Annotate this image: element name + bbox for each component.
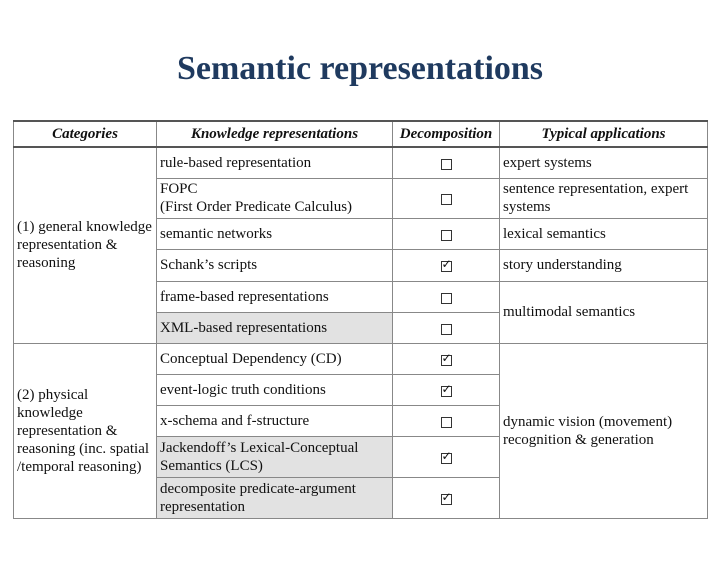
decomposition-cell <box>393 436 500 477</box>
knowledge-cell: event-logic truth conditions <box>157 374 393 405</box>
knowledge-cell <box>157 178 393 218</box>
decomposition-cell <box>393 218 500 249</box>
decomposition-cell <box>393 281 500 312</box>
knowledge-cell: Jackendoff’s Lexical-Conceptual Semantics (LCS) <box>157 436 393 477</box>
table-row <box>14 343 708 374</box>
header-knowledge-representations: Knowledge representations <box>157 121 393 147</box>
table-header-row <box>14 121 708 147</box>
header-typical-applications: Typical applications <box>500 121 708 147</box>
representations-table <box>13 120 708 519</box>
application-cell: expert systems <box>500 147 708 178</box>
checkbox-checked <box>441 489 452 505</box>
checkbox-unchecked <box>441 159 452 170</box>
check-icon: ✓ <box>441 448 452 463</box>
check-icon: ✓ <box>441 381 452 396</box>
header-decomposition: Decomposition <box>393 121 500 147</box>
checkbox-unchecked <box>441 194 452 205</box>
decomposition-cell <box>393 147 500 178</box>
checkbox-unchecked <box>441 230 452 241</box>
knowledge-cell: XML-based representations <box>157 312 393 343</box>
decomposition-cell <box>393 343 500 374</box>
knowledge-cell: frame-based representations <box>157 281 393 312</box>
table-row <box>14 147 708 178</box>
application-cell: lexical semantics <box>500 218 708 249</box>
category-general: (1) general knowledge representation & reasoning <box>14 147 157 343</box>
decomposition-cell <box>393 249 500 281</box>
checkbox-checked <box>441 350 452 366</box>
checkbox-unchecked <box>441 324 452 335</box>
checkbox-checked <box>441 257 452 272</box>
category-physical: (2) physical knowledge representation & reasoning (inc. spatial /temporal reasoning) <box>14 343 157 518</box>
decomposition-cell <box>393 178 500 218</box>
decomposition-cell <box>393 405 500 436</box>
knowledge-cell: Conceptual Dependency (CD) <box>157 343 393 374</box>
check-icon: ✓ <box>441 257 452 272</box>
check-icon: ✓ <box>441 350 452 365</box>
checkbox-checked <box>441 448 452 464</box>
checkbox-unchecked <box>441 293 452 304</box>
knowledge-text: FOPC (First Order Predicate Calculus) <box>160 181 353 215</box>
application-cell: sentence representation, expert systems <box>500 178 708 218</box>
application-cell: story understanding <box>500 249 708 281</box>
knowledge-cell: decomposite predicate-argument representation <box>157 477 393 518</box>
application-cell: dynamic vision (movement) recognition & generation <box>500 343 708 518</box>
application-cell: multimodal semantics <box>500 281 708 343</box>
decomposition-cell <box>393 477 500 518</box>
decomposition-cell <box>393 312 500 343</box>
checkbox-unchecked <box>441 417 452 428</box>
header-categories: Categories <box>14 121 157 147</box>
knowledge-cell: semantic networks <box>157 218 393 249</box>
knowledge-cell: rule-based representation <box>157 147 393 178</box>
page-title: Semantic representations <box>176 50 544 87</box>
decomposition-cell <box>393 374 500 405</box>
knowledge-cell: Schank’s scripts <box>157 249 393 281</box>
checkbox-checked <box>441 381 452 397</box>
knowledge-cell: x-schema and f-structure <box>157 405 393 436</box>
check-icon: ✓ <box>441 489 452 504</box>
